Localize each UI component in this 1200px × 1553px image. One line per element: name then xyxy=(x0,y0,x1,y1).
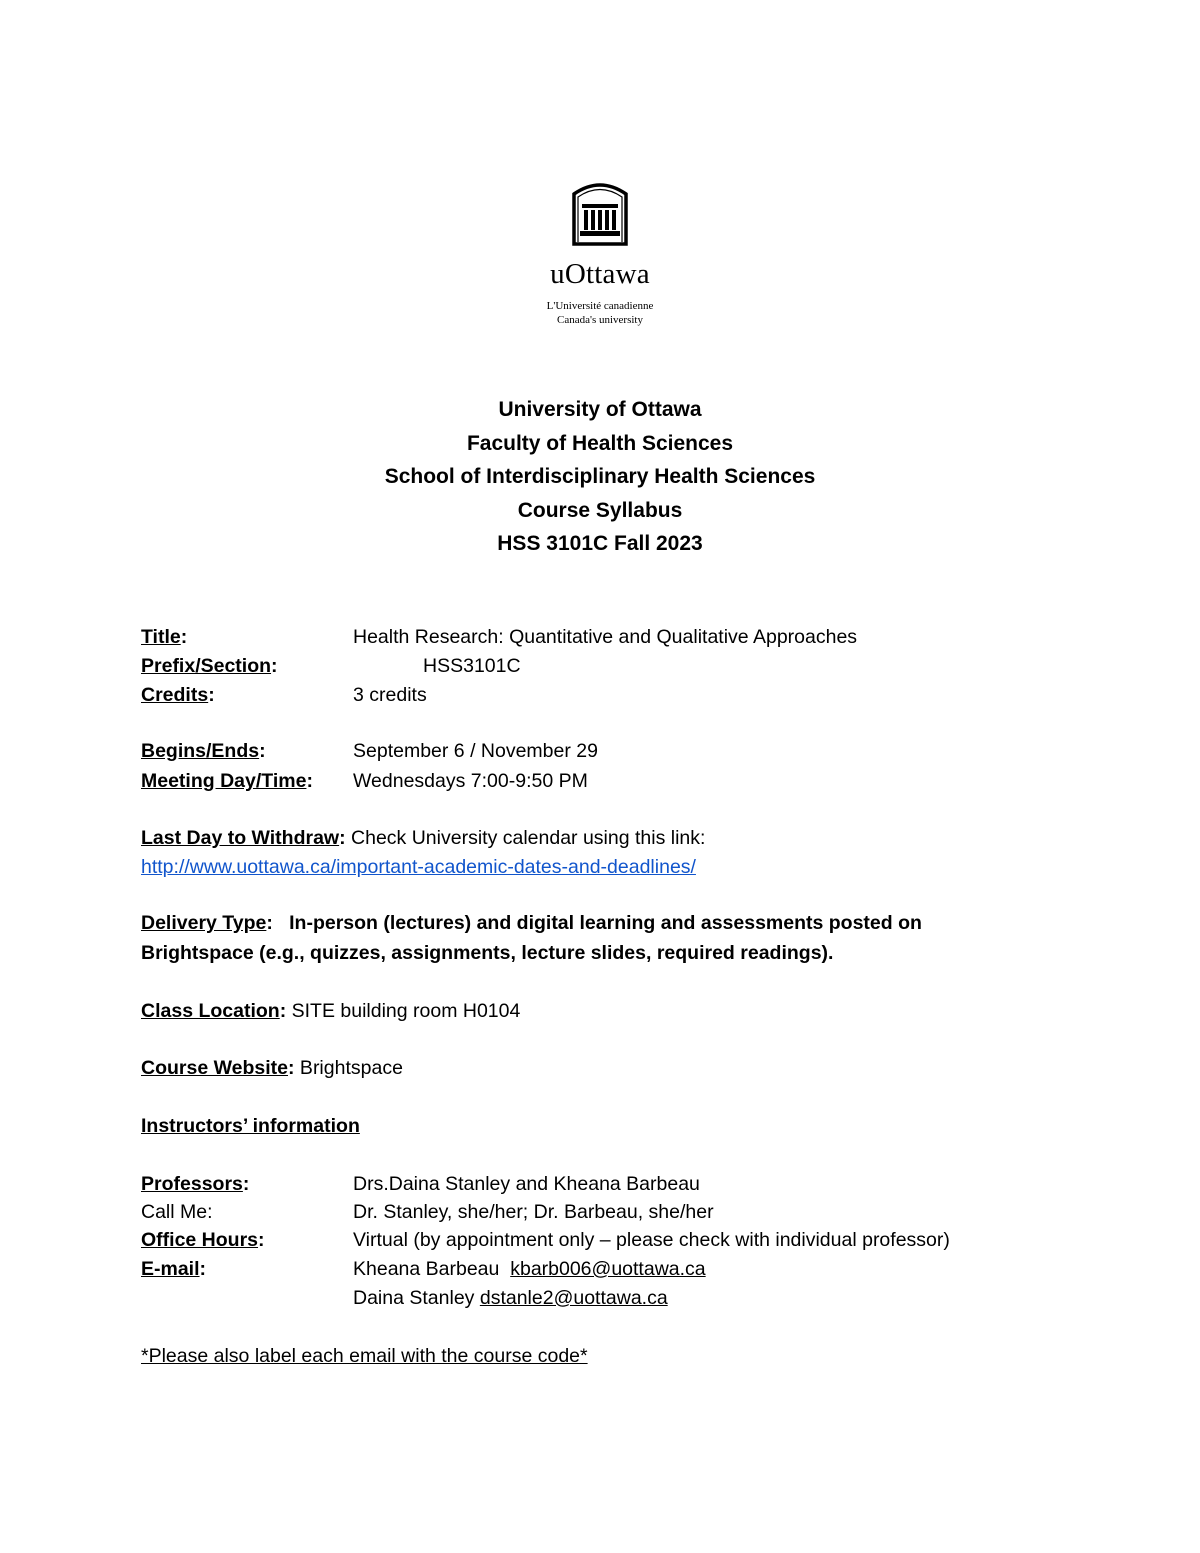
withdraw-link-row xyxy=(141,856,696,879)
location-label: Class Location xyxy=(141,1000,280,1022)
email2-address[interactable]: dstanle2@uottawa.ca xyxy=(479,1287,668,1309)
office-hours-value: Virtual (by appointment only – please check with individual professor) xyxy=(353,1229,950,1251)
school-name: School of Interdisciplinary Health Sciences xyxy=(384,465,816,488)
callme-row xyxy=(141,1201,714,1224)
withdraw-label: Last Day to Withdraw xyxy=(141,827,340,849)
meeting-row: Meeting Day/Time: Wednesdays 7:00-9:50 PM xyxy=(141,770,588,792)
instructors-heading: Instructors’ information xyxy=(141,1115,360,1137)
office-hours-row: Office Hours: Virtual (by appointment only – please check with individual professor) xyxy=(141,1229,950,1251)
logo-tagline-fr: L'Université canadienne xyxy=(546,300,654,312)
email-note-row xyxy=(141,1345,588,1368)
instructors-heading-row xyxy=(141,1115,360,1138)
email2-name: Daina Stanley xyxy=(353,1287,475,1309)
prefix-label: Prefix/Section xyxy=(141,655,272,677)
delivery-row: Delivery Type: In-person (lectures) and digital learning and assessments posted on xyxy=(141,912,922,934)
title-label: Title xyxy=(141,626,181,648)
syllabus-header xyxy=(0,393,1200,561)
location-row: Class Location: SITE building room H0104 xyxy=(141,1000,521,1022)
title-row: Title: Health Research: Quantitative and Qualitative Approaches xyxy=(141,626,858,648)
uottawa-logo xyxy=(0,180,1200,327)
email-row-1: E-mail: Kheana Barbeau kbarb006@uottawa.ca xyxy=(141,1258,706,1280)
callme-value: Dr. Stanley, she/her; Dr. Barbeau, she/her xyxy=(353,1201,714,1223)
title-value: Health Research: Quantitative and Qualitative Approaches xyxy=(353,626,858,648)
professors-label: Professors xyxy=(141,1173,243,1195)
website-row: Course Website: Brightspace xyxy=(141,1057,403,1079)
professors-value: Drs.Daina Stanley and Kheana Barbeau xyxy=(353,1173,700,1195)
prefix-value: HSS3101C xyxy=(423,655,521,677)
meeting-value: Wednesdays 7:00-9:50 PM xyxy=(353,770,588,792)
logo-tagline-en: Canada's university xyxy=(557,314,643,326)
delivery-text-1: In-person (lectures) and digital learning and assessments posted on xyxy=(289,912,922,934)
withdraw-row: Last Day to Withdraw: Check University calendar using this link: xyxy=(141,827,706,849)
professors-row: Professors: Drs.Daina Stanley and Kheana Barbeau xyxy=(141,1173,700,1195)
withdraw-text: Check University calendar using this link: xyxy=(345,827,706,849)
website-label: Course Website xyxy=(141,1057,289,1079)
email-note: *Please also label each email with the course code* xyxy=(141,1345,588,1367)
credits-label: Credits xyxy=(141,684,209,706)
callme-label: Call Me: xyxy=(141,1201,213,1223)
dates-row: Begins/Ends: September 6 / November 29 xyxy=(141,740,598,762)
email1-name: Kheana Barbeau xyxy=(353,1258,500,1280)
withdraw-link[interactable]: http://www.uottawa.ca/important-academic-dates-and-deadlines/ xyxy=(141,856,696,878)
faculty-name: Faculty of Health Sciences xyxy=(466,431,734,455)
document-type: Course Syllabus xyxy=(517,498,683,522)
logo-wordmark: uOttawa xyxy=(550,258,650,290)
dates-value: September 6 / November 29 xyxy=(353,740,598,762)
university-building-icon xyxy=(568,180,632,246)
email1-address[interactable]: kbarb006@uottawa.ca xyxy=(510,1258,706,1280)
dates-label: Begins/Ends xyxy=(141,740,260,762)
course-term: HSS 3101C Fall 2023 xyxy=(497,532,703,555)
delivery-text-2: Brightspace (e.g., quizzes, assignments, lecture slides, required readings). xyxy=(141,942,834,964)
delivery-row-2 xyxy=(141,942,833,965)
office-hours-label: Office Hours xyxy=(141,1229,259,1251)
email-label: E-mail xyxy=(141,1258,200,1280)
credits-row: Credits: 3 credits xyxy=(141,684,427,706)
university-name: University of Ottawa xyxy=(498,398,702,421)
prefix-row: Prefix/Section: HSS3101C xyxy=(141,655,521,677)
website-value: Brightspace xyxy=(294,1057,403,1079)
credits-value: 3 credits xyxy=(353,684,427,706)
delivery-label: Delivery Type xyxy=(141,912,267,934)
location-value: SITE building room H0104 xyxy=(286,1000,521,1022)
meeting-label: Meeting Day/Time xyxy=(141,770,307,792)
